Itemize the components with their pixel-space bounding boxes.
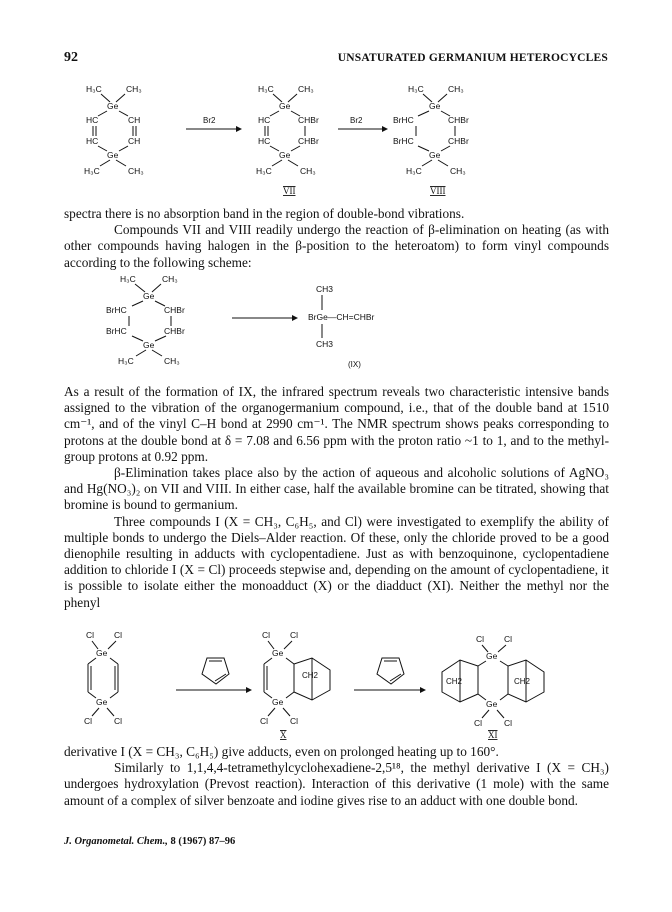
svg-text:Cl: Cl (114, 630, 123, 640)
svg-text:H₃C: H₃C (84, 166, 100, 176)
compound-viii-reactant-structure (106, 274, 185, 366)
svg-text:CH₃: CH₃ (128, 166, 144, 176)
svg-text:Ge: Ge (107, 101, 119, 111)
svg-text:CH: CH (128, 115, 141, 125)
ch2-bridge-xi-left: CH2 (446, 677, 463, 686)
dichloro-diene-structure (84, 630, 122, 726)
svg-text:Ge: Ge (143, 340, 155, 350)
svg-text:H₃C: H₃C (406, 166, 422, 176)
ch2-bridge-x: CH2 (302, 671, 319, 680)
svg-text:BrHC: BrHC (106, 305, 127, 315)
svg-text:Cl: Cl (86, 630, 95, 640)
svg-text:Cl: Cl (260, 716, 269, 726)
svg-text:Ge: Ge (143, 291, 155, 301)
methyl-top: CH3 (316, 284, 334, 294)
journal-citation: 8 (1967) 87–96 (170, 836, 236, 847)
svg-text:BrHC: BrHC (106, 326, 127, 336)
svg-text:Cl: Cl (474, 718, 483, 728)
diene-ring-structure (84, 84, 144, 176)
svg-text:H₃C: H₃C (256, 166, 272, 176)
svg-text:HC: HC (86, 136, 99, 146)
svg-text:Ge: Ge (429, 101, 441, 111)
body-text-lower (64, 744, 609, 809)
svg-text:Ge: Ge (272, 648, 284, 658)
svg-text:BrHC: BrHC (393, 136, 414, 146)
paragraph-5: Three compounds I (X = CH₃, C₆H₅, and Cl) were investigated to exemplify the ability of multiple bonds to undergo the Diels–Alder reaction. Of these, only the chloride proved to be a good dienophile resulting in adducts with cyclopentadiene. Just as with benzoquinone, cyclopentadiene addition to chloride I (X = Cl) proceeds stepwise and, depending on the amount of cyclopentadiene, it is possible to isolate either the monoadduct (X) or the diadduct (XI). Neither the methyl nor the phenyl (64, 513, 609, 610)
svg-text:Ge: Ge (279, 101, 291, 111)
compound-viii-structure (393, 84, 469, 176)
paragraph-2: Compounds VII and VIII readily undergo the reaction of β-elimination on heating (as with other compounds having halogen in the β-position to the heteroatom) to form vinyl compounds according to the following scheme: (64, 222, 609, 270)
svg-text:Ge: Ge (96, 697, 108, 707)
label-ix: (IX) (348, 360, 361, 369)
svg-text:CH: CH (128, 136, 141, 146)
svg-text:CHBr: CHBr (448, 115, 469, 125)
svg-text:Ge: Ge (96, 648, 108, 658)
paragraph-1: spectra there is no absorption band in the region of double-bond vibrations. (64, 206, 465, 221)
svg-text:Ge: Ge (107, 150, 119, 160)
svg-text:Cl: Cl (114, 716, 123, 726)
svg-text:Cl: Cl (476, 634, 485, 644)
svg-text:CH₃: CH₃ (126, 84, 142, 94)
svg-text:Cl: Cl (84, 716, 93, 726)
svg-text:H₃C: H₃C (86, 84, 102, 94)
vinyl-formula: BrGe—CH=CHBr (308, 312, 375, 322)
svg-text:CH₃: CH₃ (448, 84, 464, 94)
svg-text:H₃C: H₃C (408, 84, 424, 94)
body-text-middle (64, 384, 609, 611)
label-viii: VIII (430, 186, 446, 196)
svg-text:CHBr: CHBr (164, 305, 185, 315)
running-title: UNSATURATED GERMANIUM HETEROCYCLES (337, 52, 608, 64)
svg-text:CH₃: CH₃ (298, 84, 314, 94)
svg-text:Cl: Cl (504, 718, 513, 728)
svg-text:BrHC: BrHC (393, 115, 414, 125)
svg-text:H₃C: H₃C (118, 356, 134, 366)
svg-text:HC: HC (258, 115, 271, 125)
svg-text:Ge: Ge (279, 150, 291, 160)
svg-text:H₃C: H₃C (120, 274, 136, 284)
compound-x-structure (260, 630, 330, 726)
scheme-elimination (0, 272, 672, 372)
svg-text:CHBr: CHBr (298, 136, 319, 146)
svg-text:Cl: Cl (504, 634, 513, 644)
svg-text:CH₃: CH₃ (450, 166, 466, 176)
svg-text:Ge: Ge (272, 697, 284, 707)
paragraph-6: derivative I (X = CH₃, C₆H₅) give adducts, even on prolonged heating up to 160°. (64, 744, 499, 759)
svg-text:HC: HC (86, 115, 99, 125)
svg-text:CHBr: CHBr (164, 326, 185, 336)
svg-text:Cl: Cl (290, 716, 299, 726)
compound-xi-structure (442, 634, 544, 728)
journal-footer (64, 836, 235, 847)
paragraph-3: As a result of the formation of IX, the infrared spectrum reveals two characteristic intensive bands assigned to the vibration of the organogermanium compound, i.e., that of the double band at 1510 cm⁻¹, and of the vinyl C–H bond at 2990 cm⁻¹. The NMR spectrum shows peaks corresponding to protons at the double bond at δ = 7.08 and 6.56 ppm with the proton ratio ~1 to 1, and to the methyl-group protons at 0.92 ppm. (64, 384, 609, 464)
label-x: X (280, 730, 287, 740)
svg-text:CH₃: CH₃ (162, 274, 178, 284)
svg-text:Cl: Cl (262, 630, 271, 640)
svg-text:CH₃: CH₃ (164, 356, 180, 366)
journal-name: J. Organometal. Chem., (64, 836, 168, 847)
ch2-bridge-xi-right: CH2 (514, 677, 531, 686)
svg-text:HC: HC (258, 136, 271, 146)
cyclopentadiene-reagent-1 (202, 658, 229, 684)
body-text-upper (64, 206, 609, 271)
scheme-bromination (0, 78, 672, 200)
paragraph-4: β-Elimination takes place also by the action of aqueous and alcoholic solutions of AgNO₃ and Hg(NO₃)₂ on VII and VIII. In either case, half the available bromine can be titrated, showing that bromine is bound to germanium. (64, 465, 609, 513)
compound-ix-structure (308, 284, 375, 349)
svg-text:Ge: Ge (486, 651, 498, 661)
svg-text:Ge: Ge (486, 699, 498, 709)
compound-vii-structure (256, 84, 319, 176)
methyl-bottom: CH3 (316, 339, 334, 349)
svg-text:H₃C: H₃C (258, 84, 274, 94)
svg-text:CH₃: CH₃ (300, 166, 316, 176)
page-number: 92 (64, 50, 78, 65)
label-vii: VII (283, 186, 296, 196)
reagent-br2-2: Br2 (350, 116, 363, 125)
cyclopentadiene-reagent-2 (377, 658, 404, 684)
paragraph-7: Similarly to 1,1,4,4-tetramethylcyclohexadiene-2,5¹⁸, the methyl derivative I (X = CH₃) undergoes hydroxylation (Prevost reaction). Interaction of this derivative (1 mole) with the same amount of a complex of silver benzoate and iodine gives rise to an adduct with one double bond. (64, 760, 609, 808)
svg-text:CHBr: CHBr (448, 136, 469, 146)
reagent-br2-1: Br2 (203, 116, 216, 125)
scheme-diels-alder (0, 628, 672, 740)
label-xi: XI (488, 730, 498, 740)
svg-text:Ge: Ge (429, 150, 441, 160)
svg-text:CHBr: CHBr (298, 115, 319, 125)
svg-text:Cl: Cl (290, 630, 299, 640)
